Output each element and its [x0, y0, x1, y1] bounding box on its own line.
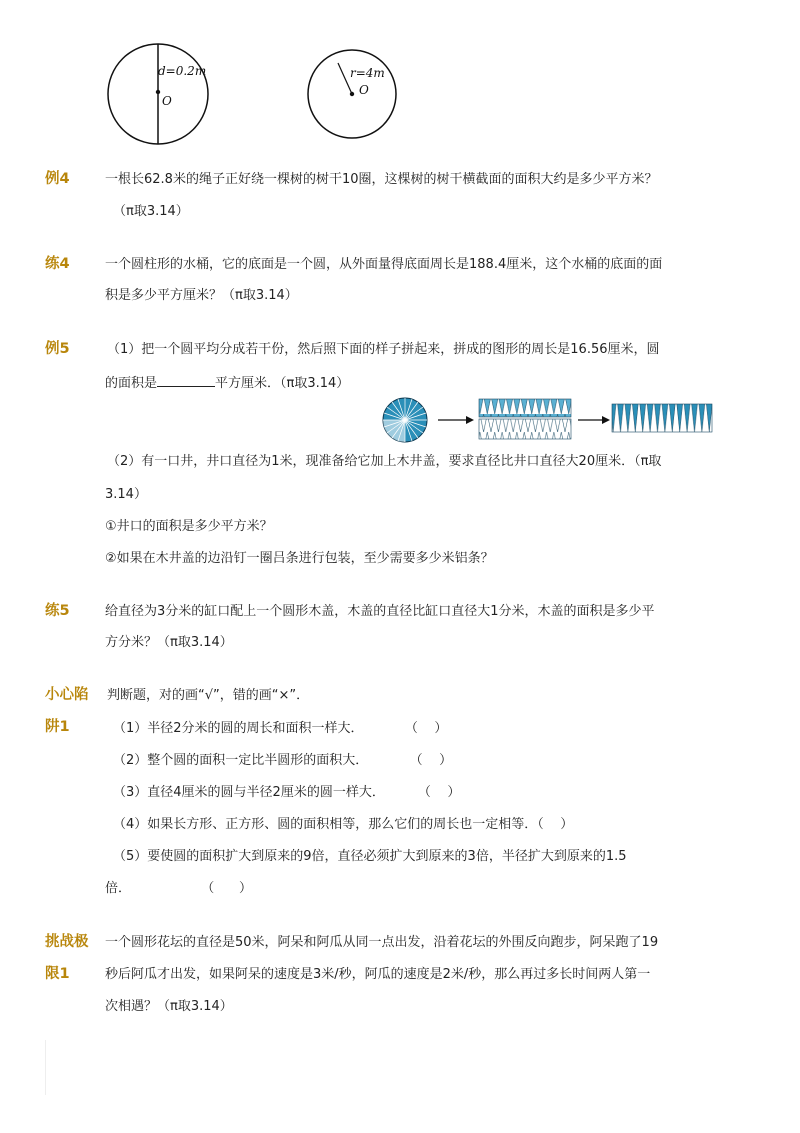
challenge-1-text: 次相遇？（π取3.14）: [105, 999, 233, 1014]
judgment-item: 倍． （ ）: [105, 881, 253, 896]
judgment-item: （3）直径4厘米的圆与半径2厘米的圆一样大． （ ）: [113, 785, 461, 800]
example-4-label: 例4: [45, 171, 70, 187]
radius-label: r=4m: [350, 66, 385, 80]
example-5-part1-text: 的面积是 平方厘米．（π取3.14）: [105, 376, 350, 391]
example-5-label: 例5: [45, 341, 70, 357]
judgment-item: （2）整个圆的面积一定比半圆形的面积大． （ ）: [113, 753, 453, 768]
practice-4-label: 练4: [45, 256, 70, 272]
circle-radius-figure: [308, 50, 396, 138]
challenge-1-label: 限1: [45, 966, 70, 982]
sectored-circle: [383, 398, 427, 442]
example-5-part1-text: （1）把一个圆平均分成若干份，然后照下面的样子拼起来，拼成的图形的周长是16.56厘米，圆: [107, 342, 660, 357]
example-5-part2-text: 3.14）: [105, 487, 147, 502]
center-label: O: [162, 94, 172, 108]
example-4-text: （π取3.14）: [113, 204, 189, 219]
example-4-text: 一根长62.8米的绳子正好绕一棵树的树干10圈，这棵树的树干横截面的面积大约是多少平方米？: [105, 172, 658, 187]
practice-5-text: 给直径为3分米的缸口配上一个圆形木盖，木盖的直径比缸口直径大1分米，木盖的面积是多少平: [105, 604, 655, 619]
trap-1-label: 阱1: [45, 719, 70, 735]
practice-5-label: 练5: [45, 603, 70, 619]
challenge-1-label: 挑战极: [45, 934, 89, 950]
practice-4-text: 一个圆柱形的水桶，它的底面是一个圆，从外面量得底面周长是188.4厘米，这个水桶的底面的面: [105, 257, 663, 272]
answer-blank[interactable]: [157, 374, 215, 387]
judgment-item: （5）要使圆的面积扩大到原来的9倍，直径必须扩大到原来的3倍，半径扩大到原来的1.5: [113, 849, 627, 864]
practice-5-text: 方分米？（π取3.14）: [105, 635, 233, 650]
circle-rearrangement-figure: [380, 396, 720, 446]
split-halves-shape: [479, 399, 571, 439]
practice-4-text: 积是多少平方厘米？（π取3.14）: [105, 288, 298, 303]
center-label: O: [359, 83, 369, 97]
circle-figures: [100, 30, 420, 155]
arrow-icon: [578, 416, 610, 424]
trap-1-label: 小心陷: [45, 687, 89, 703]
trap-1-intro: 判断题，对的画“√”，错的画“×”．: [107, 688, 310, 703]
parallelogram-shape: [612, 404, 712, 432]
circle-diameter-figure: [108, 44, 208, 144]
challenge-1-text: 秒后阿瓜才出发，如果阿呆的速度是3米/秒，阿瓜的速度是2米/秒，那么再过多长时间两人第一: [105, 967, 651, 982]
challenge-1-text: 一个圆形花坛的直径是50米，阿呆和阿瓜从同一点出发，沿着花坛的外围反向跑步，阿呆跑了19: [105, 935, 659, 950]
example-5-part2-text: （2）有一口井，井口直径为1米，现准备给它加上木井盖，要求直径比井口直径大20厘米．（π取: [107, 454, 662, 469]
diameter-label: d=0.2m: [158, 64, 207, 78]
judgment-item: （4）如果长方形、正方形、圆的面积相等，那么它们的周长也一定相等．（ ）: [113, 817, 574, 832]
example-5-question-1: ①井口的面积是多少平方米？: [105, 519, 273, 534]
arrow-icon: [438, 416, 474, 424]
margin-rule: [45, 1040, 46, 1095]
judgment-item: （1）半径2分米的圆的周长和面积一样大． （ ）: [113, 721, 448, 736]
example-5-question-2: ②如果在木井盖的边沿钉一圈吕条进行包装，至少需要多少米铝条？: [105, 551, 494, 566]
